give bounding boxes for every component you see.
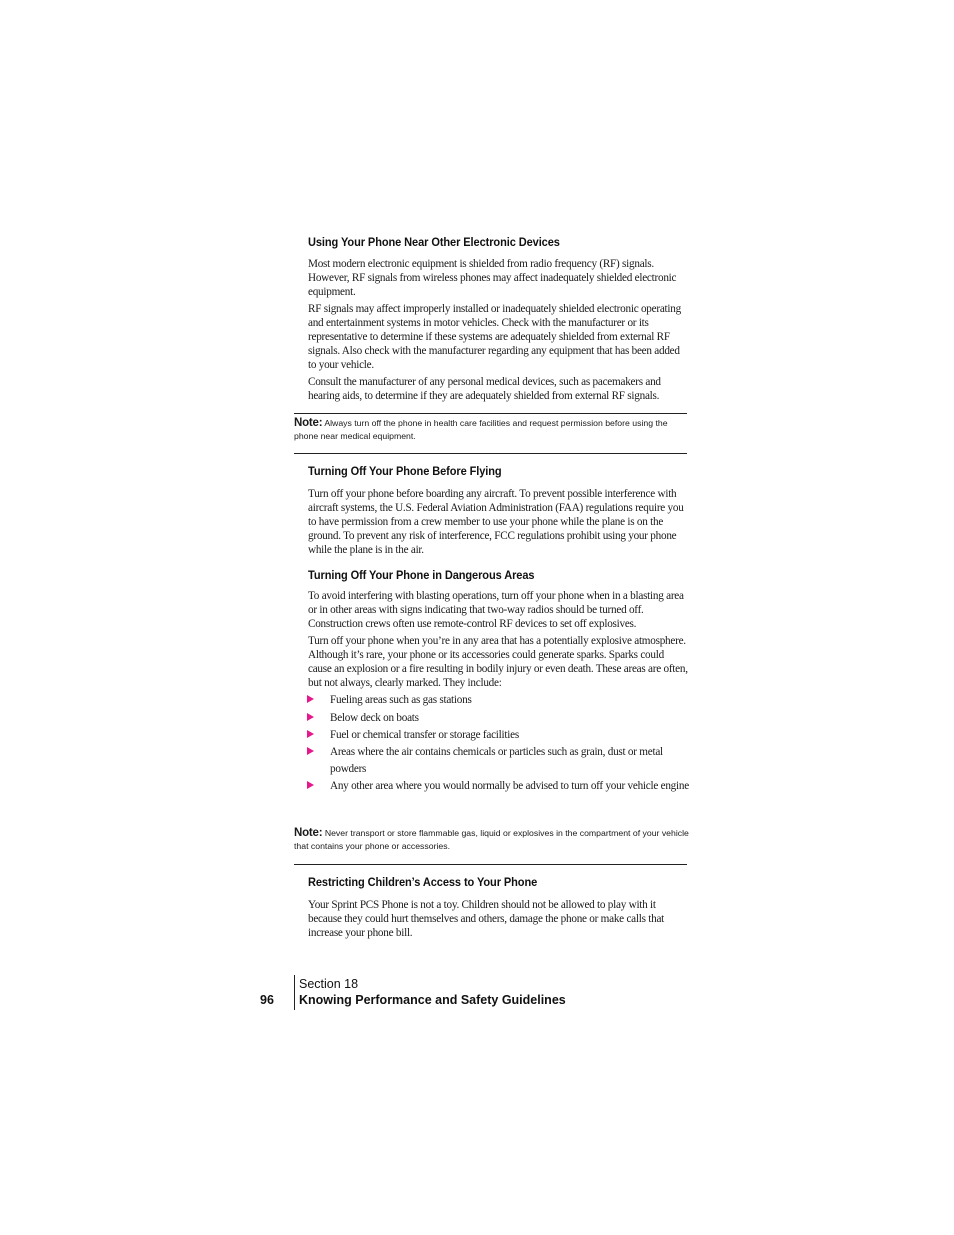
bullet-arrow-icon [307,747,314,755]
heading-dangerous-areas: Turning Off Your Phone in Dangerous Areas [308,568,535,582]
note-bottom-rule [294,864,687,865]
paragraph-flying-1: Turn off your phone before boarding any aircraft. To prevent possible interference with aircraft systems, the U.S. Federal Aviation Administration (FAA) regulations require you to have permission from a crew member to use your phone while the plane is on the ground. To prevent any risk of interference, FCC regulations prohibit using your phone while the plane is in the air. [308,488,684,557]
list-item-text: Any other area where you would normally be advised to turn off your vehicle engine [330,780,689,792]
bullet-arrow-icon [307,695,314,703]
note-top-rule [294,413,687,414]
bullet-arrow-icon [307,781,314,789]
paragraph-electronic-1: Most modern electronic equipment is shielded from radio frequency (RF) signals. However, RF signals from wireless phones may affect inadequately shielded electronic equipment. [308,258,677,299]
bullet-arrow-icon [307,730,314,738]
note-bottom-rule [294,453,687,454]
footer-section: Section 18 [299,977,359,991]
list-item-text: Areas where the air contains chemicals or particles such as grain, dust or metal powders [330,746,663,775]
paragraph-electronic-3: Consult the manufacturer of any personal medical devices, such as pacemakers and hearing aids, to determine if they are adequately shielded from external RF signals. [308,376,661,403]
list-item-text: Fuel or chemical transfer or storage facilities [330,729,519,741]
bullet-arrow-icon [307,713,314,721]
note-text: Always turn off the phone in health care facilities and request permission before using the phone near medical equipment. [294,418,668,441]
heading-flying: Turning Off Your Phone Before Flying [308,464,502,478]
heading-children-access: Restricting Children’s Access to Your Phone [308,875,538,889]
note-label: Note: [294,827,323,839]
paragraph-electronic-2: RF signals may affect improperly installed or inadequately shielded electronic operating and entertainment systems in motor vehicles. Check with the manufacturer or its representative to determine if these systems are adequately shielded from external RF signals. Also check with the manufacturer regarding any equipment that has been added to your vehicle. [308,303,681,372]
note-flammable [294,827,690,853]
paragraph-dangerous-1: To avoid interfering with blasting operations, turn off your phone when in a blasting area or in other areas with signs indicating that two-way radios should be turned off. Construction crews often use remote-control RF devices to set off explosives. [308,590,684,631]
footer-title: Knowing Performance and Safety Guidelines [299,993,566,1007]
paragraph-children-1: Your Sprint PCS Phone is not a toy. Children should not be allowed to play with it because they could hurt themselves and others, damage the phone or make calls that increase your phone bill. [308,899,665,940]
list-item-text: Fueling areas such as gas stations [330,694,472,706]
page-number: 96 [260,993,274,1007]
footer-divider [294,975,295,1010]
paragraph-dangerous-2: Turn off your phone when you’re in any area that has a potentially explosive atmosphere. Although it’s rare, your phone or its accessories could generate sparks. Sparks could cause an explosion or a fire resulting in bodily injury or even death. These areas are often, but not always, clearly marked. They include: [308,635,688,690]
list-item-text: Below deck on boats [330,712,419,724]
note-medical [294,417,690,443]
note-text: Never transport or store flammable gas, liquid or explosives in the compartment of your vehicle that contains your phone or accessories. [294,828,689,851]
note-label: Note: [294,417,323,429]
heading-electronic-devices: Using Your Phone Near Other Electronic Devices [308,235,560,249]
